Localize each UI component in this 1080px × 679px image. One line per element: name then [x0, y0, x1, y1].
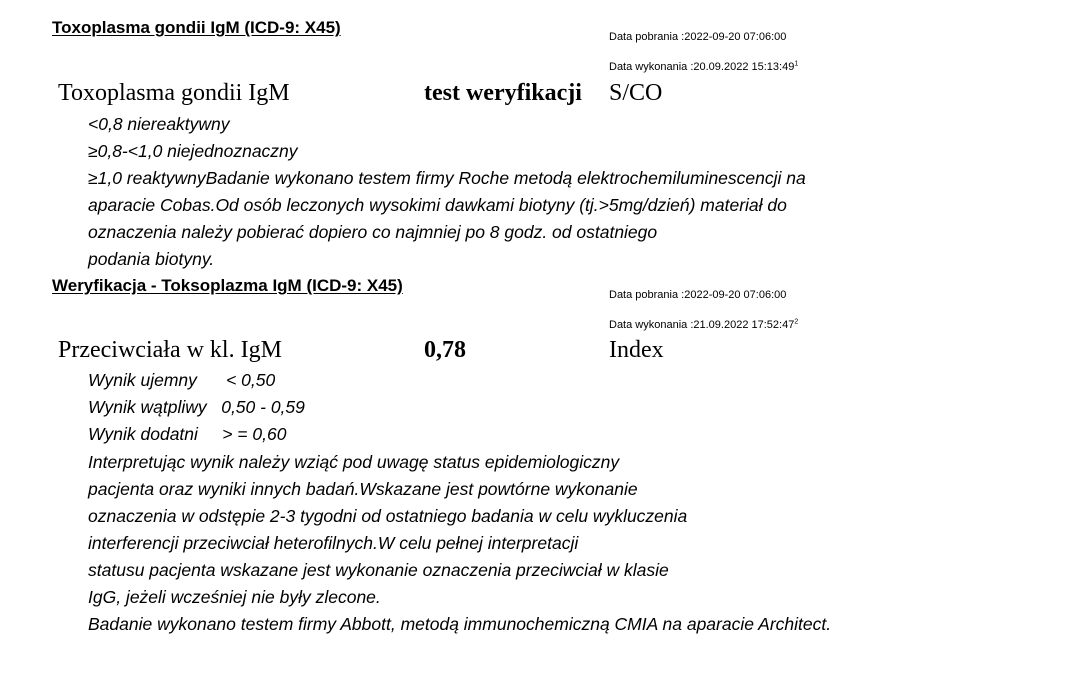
- section1-footnote-mark: 1: [794, 60, 799, 68]
- section1-performed-date: Data wykonania :20.09.2022 $15:13:49^1$: [609, 60, 799, 73]
- section1-param-name: Toxoplasma gondii IgM: [58, 80, 290, 106]
- section2-note-line: Wynik dodatni > = 0,60: [88, 424, 287, 444]
- section1-result-value: test weryfikacji: [424, 80, 582, 106]
- section1-heading: Toxoplasma gondii IgM (ICD-9: X45): [52, 18, 341, 37]
- section1-note-line: <0,8 niereaktywny: [88, 114, 230, 134]
- section1-collection-date: Data pobrania :2022-09-20 07:06:00: [609, 31, 787, 43]
- section1-result-unit: S/CO: [609, 80, 663, 106]
- section1-note-line: ≥1,0 reaktywnyBadanie wykonano testem firmy Roche metodą elektrochemiluminescencji na: [88, 168, 806, 188]
- section2-note-line: Interpretując wynik należy wziąć pod uwagę status epidemiologiczny: [88, 452, 620, 472]
- section2-footnote-mark: 2: [794, 318, 799, 326]
- section1-note-line: oznaczenia należy pobierać dopiero co najmniej po 8 godz. od ostatniego: [88, 222, 658, 242]
- section2-note-line: pacjenta oraz wyniki innych badań.Wskazane jest powtórne wykonanie: [88, 479, 638, 499]
- section2-note-line: Badanie wykonano testem firmy Abbott, metodą immunochemiczną CMIA na aparacie Architect.: [88, 614, 832, 634]
- section2-note-line: oznaczenia w odstępie 2-3 tygodni od ostatniego badania w celu wykluczenia: [88, 506, 688, 526]
- section2-param-name: Przeciwciała w kl. IgM: [58, 337, 282, 363]
- section1-note-line: ≥0,8-<1,0 niejednoznaczny: [88, 141, 298, 161]
- section2-note-line: statusu pacjenta wskazane jest wykonanie oznaczenia przeciwciał w klasie: [88, 560, 669, 580]
- section2-result-value: 0,78: [424, 337, 466, 363]
- section2-note-line: interferencji przeciwciał heterofilnych.W celu pełnej interpretacji: [88, 533, 579, 553]
- section2-note-line: IgG, jeżeli wcześniej nie były zlecone.: [88, 587, 381, 607]
- section1-note-line: podania biotyny.: [88, 249, 215, 269]
- section2-note-line: Wynik ujemny < 0,50: [88, 370, 276, 390]
- section2-performed-date: Data wykonania :21.09.2022 $17:52:47^2$: [609, 318, 799, 331]
- section2-result-unit: Index: [609, 337, 664, 363]
- section2-note-line: Wynik wątpliwy 0,50 - 0,59: [88, 397, 305, 417]
- section2-heading: Weryfikacja - Toksoplazma IgM (ICD-9: X45): [52, 276, 403, 295]
- section2-collection-date: Data pobrania :2022-09-20 07:06:00: [609, 289, 787, 301]
- section1-note-line: aparacie Cobas.Od osób leczonych wysokimi dawkami biotyny (tj.>5mg/dzień) materiał do: [88, 195, 787, 215]
